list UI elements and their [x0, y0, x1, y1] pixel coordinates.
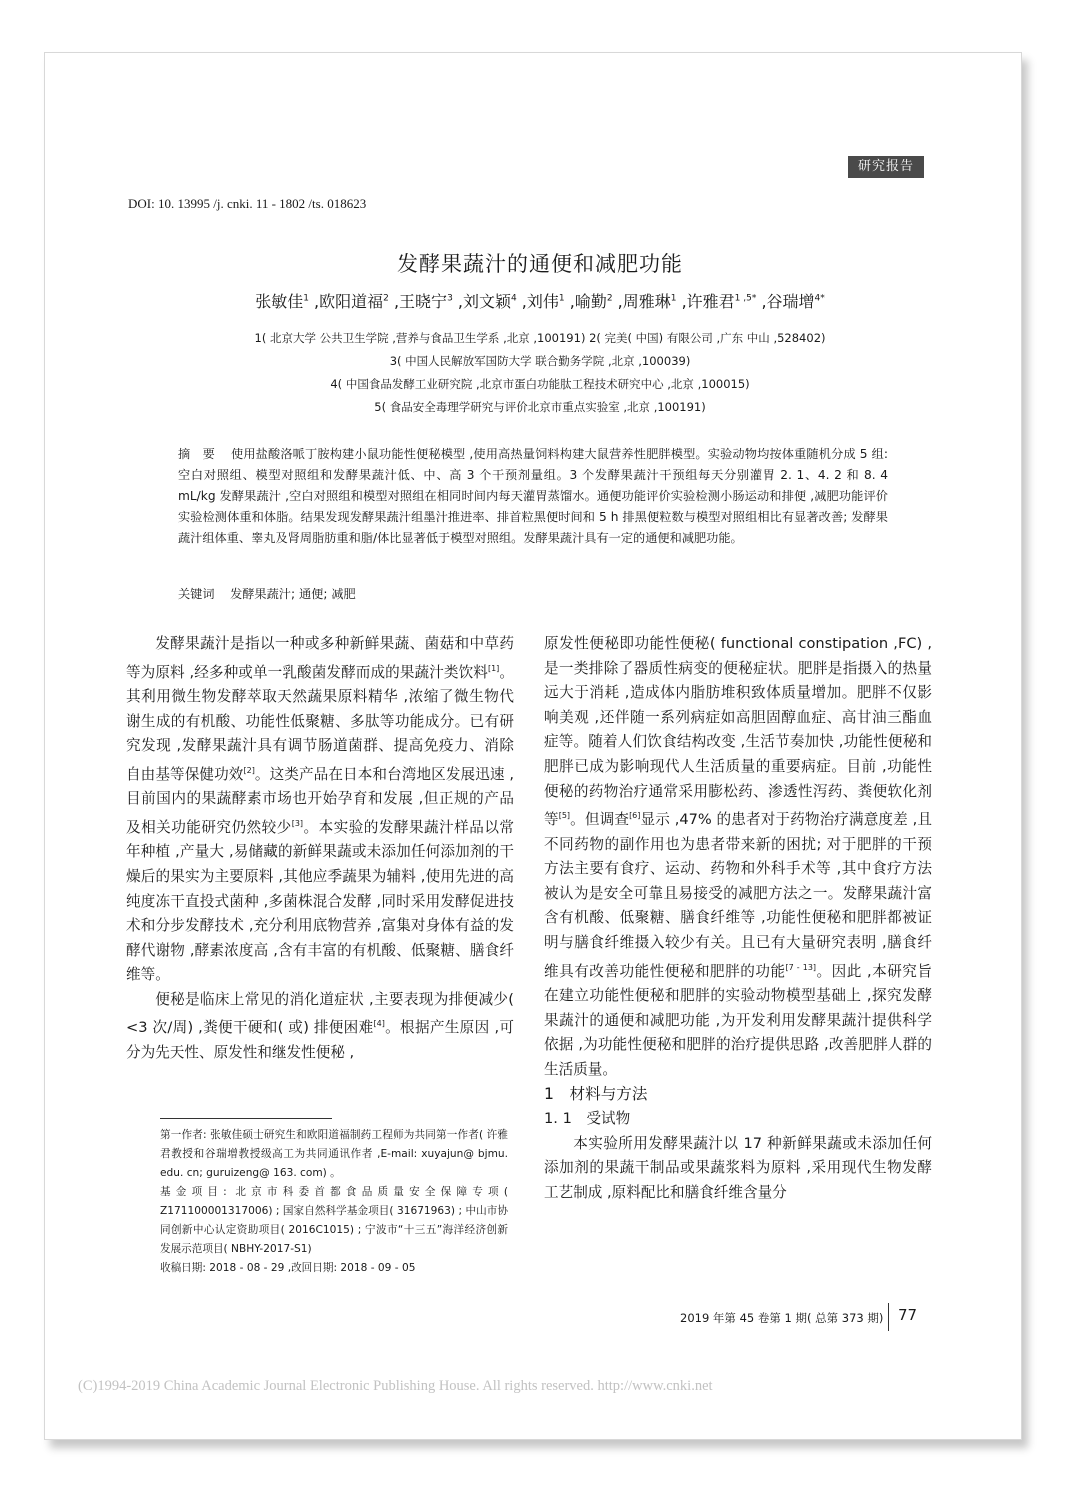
footnote-first-author: 第一作者: 张敏佳硕士研究生和欧阳道福制药工程师为共同第一作者( 许雅君教授和谷瑞增教授级高工为共同通讯作者 ,E-mail: xuyajun@ bjmu. edu. cn; guruizeng@ 163. com) 。	[160, 1129, 508, 1179]
citation[interactable]: [7 - 13]	[785, 962, 817, 972]
author-name: 刘文颖	[462, 292, 511, 311]
affiliation-line: 3( 中国人民解放军国防大学 联合勤务学院 ,北京 ,100039)	[389, 354, 691, 368]
author-name: 刘伟	[526, 292, 559, 311]
body-paragraph: 便秘是临床上常见的消化道症状 ,主要表现为排便减少( <3 次/周) ,粪便干硬和( 或) 排便困难[4]。根据产生原因 ,可分为先天性、原发性和继发性便秘 ,	[126, 990, 514, 1061]
author-affil-mark: 1	[670, 293, 677, 304]
author-affil-mark: 1	[558, 293, 565, 304]
abstract-label: 摘 要	[178, 447, 216, 461]
footnote-divider	[160, 1118, 332, 1119]
subsection-heading: 1. 1 受试物	[544, 1110, 631, 1127]
citation[interactable]: [3]	[291, 818, 304, 828]
abstract	[178, 444, 888, 549]
citation[interactable]: [1]	[487, 663, 500, 673]
keywords-text: 发酵果蔬汁; 通便; 减肥	[230, 587, 356, 601]
section-heading: 1 材料与方法	[544, 1085, 648, 1104]
author-list: 张敏佳$^1$ ,欧阳道福$^2$ ,王晓宁$^3$ ,刘文颖$^4$ ,刘伟$^1$ ,喻勤$^2$ ,周雅琳$^1$ ,许雅君$^{1 ,5*}$ ,谷瑞增$^{4*}$	[255, 292, 825, 311]
copyright-notice: (C)1994-2019 China Academic Journal Electronic Publishing House. All rights reserved. http://www.cnki.net	[78, 1378, 713, 1394]
author-name: 张敏佳	[255, 292, 304, 311]
affiliation-line: 4( 中国食品发酵工业研究院 ,北京市蛋白功能肽工程技术研究中心 ,北京 ,100015)	[330, 377, 750, 391]
keywords-label: 关键词	[178, 587, 215, 601]
citation[interactable]: [5]	[558, 811, 571, 821]
author-affil-mark: 1	[303, 293, 309, 304]
citation[interactable]: [2]	[243, 765, 255, 775]
page-number: 77	[898, 1306, 918, 1324]
author-affil-mark: 2	[606, 293, 613, 304]
footnote	[160, 1126, 508, 1278]
author-affil-mark: 2	[383, 293, 389, 304]
author-name: 许雅君	[686, 292, 735, 311]
footnote-dates: 收稿日期: 2018 - 08 - 29 ,改回日期: 2018 - 09 - 05	[160, 1262, 416, 1274]
article-title: 发酵果蔬汁的通便和减肥功能	[397, 252, 683, 276]
citation[interactable]: [6]	[629, 811, 641, 821]
section-tag: 研究报告	[848, 156, 924, 178]
affiliation-line: 5( 食品安全毒理学研究与评价北京市重点实验室 ,北京 ,100191)	[374, 400, 706, 414]
author-name: 谷瑞增	[766, 292, 815, 311]
left-column	[126, 632, 514, 1066]
author-affil-mark: 4*	[814, 293, 825, 304]
page-number-divider	[888, 1303, 889, 1331]
keywords	[178, 585, 356, 602]
author-name: 欧阳道福	[319, 292, 384, 311]
author-name: 周雅琳	[622, 292, 671, 311]
author-affil-mark: 3	[447, 293, 453, 304]
right-column	[544, 632, 932, 1205]
author-affil-mark: 4	[510, 293, 517, 304]
doi: DOI: 10. 13995 /j. cnki. 11 - 1802 /ts. 018623	[128, 196, 367, 211]
author-name: 喻勤	[574, 292, 607, 311]
body-paragraph: 发酵果蔬汁是指以一种或多种新鲜果蔬、菌菇和中草药等为原料 ,经多种或单一乳酸菌发酵而成的果蔬汁类饮料[1]。其利用微生物发酵萃取天然蔬果原料精华 ,浓缩了微生物代谢生成的有机酸、功能性低聚糖、多肽等功能成分。已有研究发现 ,发酵果蔬汁具有调节肠道菌群、提高免疫力、消除自由基等保健功效[2]。这类产品在日本和台湾地区发展迅速 ,目前国内的果蔬酵素市场也开始孕育和发展 ,但正规的产品及相关功能研究仍然较少[3]。本实验的发酵果蔬汁样品以常年种植 ,产量大 ,易储藏的新鲜果蔬或未添加任何添加剂的干燥后的果实为主要原料 ,其他应季蔬果为辅料 ,使用先进的高纯度冻干直投式菌种 ,多菌株混合发酵 ,同时采用发酵促进技术和分步发酵技术 ,充分利用底物营养 ,富集对身体有益的发酵代谢物 ,酵素浓度高 ,含有丰富的有机酸、低聚糖、膳食纤维等。	[126, 635, 514, 984]
author-affil-mark: 1 ,5*	[734, 293, 757, 304]
body-paragraph: 原发性便秘即功能性便秘( functional constipation ,FC) ,是一类排除了器质性病变的便秘症状。肥胖是指摄入的热量远大于消耗 ,造成体内脂肪堆积致体质量增加。肥胖不仅影响美观 ,还伴随一系列病症如高胆固醇血症、高甘油三酯血症等。随着人们饮食结构改变 ,生活节奏加快 ,功能性便秘和肥胖已成为影响现代人生活质量的重要病症。目前 ,功能性便秘的药物治疗通常采用膨松药、渗透性泻药、粪便软化剂等[5]。但调查[6]显示 ,47% 的患者对于药物治疗满意度差 ,且不同药物的副作用也为患者带来新的困扰; 对于肥胖的干预方法主要有食疗、运动、药物和外科手术等 ,其中食疗方法被认为是安全可靠且易接受的减肥方法之一。发酵果蔬汁富含有机酸、低聚糖、膳食纤维等 ,功能性便秘和肥胖都被证明与膳食纤维摄入较少有关。且已有大量研究表明 ,膳食纤维具有改善功能性便秘和肥胖的功能[7 - 13]。因此 ,本研究旨在建立功能性便秘和肥胖的实验动物模型基础上 ,探究发酵果蔬汁的通便和减肥功能 ,为开发利用发酵果蔬汁提供科学依据 ,为功能性便秘和肥胖的治疗提供思路 ,改善肥胖人群的生活质量。	[544, 635, 933, 1078]
affiliation-line: 1( 北京大学 公共卫生学院 ,营养与食品卫生学系 ,北京 ,100191) 2( 完美( 中国) 有限公司 ,广东 中山 ,528402)	[254, 331, 826, 345]
author-name: 王晓宁	[399, 292, 448, 311]
footnote-funding: 基金项目: 北京市科委首都食品质量安全保障专项( Z171100001317006) ; 国家自然科学基金项目( 31671963) ; 中山市协同创新中心认定资助项目( 2016C1015) ; 宁波市“十三五”海洋经济创新发展示范项目( NBHY-2017-S1)	[160, 1186, 508, 1255]
abstract-text: 使用盐酸洛哌丁胺构建小鼠功能性便秘模型 ,使用高热量饲料构建大鼠营养性肥胖模型。实验动物均按体重随机分成 5 组: 空白对照组、模型对照组和发酵果蔬汁低、中、高 3 个干预剂量组。3 个发酵果蔬汁干预组每天分别灌胃 2. 1、4. 2 和 8. 4 mL/kg 发酵果蔬汁 ,空白对照组和模型对照组在相同时间内每天灌胃蒸馏水。通便功能评价实验检测小肠运动和排便 ,减肥功能评价实验检测体重和体脂。结果发现发酵果蔬汁组墨汁推进率、排首粒黑便时间和 5 h 排黑便粒数与模型对照组相比有显著改善; 发酵果蔬汁组体重、睾丸及肾周脂肪重和脂/体比显著低于模型对照组。发酵果蔬汁具有一定的通便和减肥功能。	[178, 447, 889, 545]
body-paragraph: 本实验所用发酵果蔬汁以 17 种新鲜果蔬或未添加任何添加剂的果蔬干制品或果蔬浆料为原料 ,采用现代生物发酵工艺制成 ,原料配比和膳食纤维含量分	[544, 1134, 932, 1201]
citation[interactable]: [4]	[373, 1019, 385, 1029]
journal-info: 2019 年第 45 卷第 1 期( 总第 373 期)	[680, 1311, 884, 1325]
